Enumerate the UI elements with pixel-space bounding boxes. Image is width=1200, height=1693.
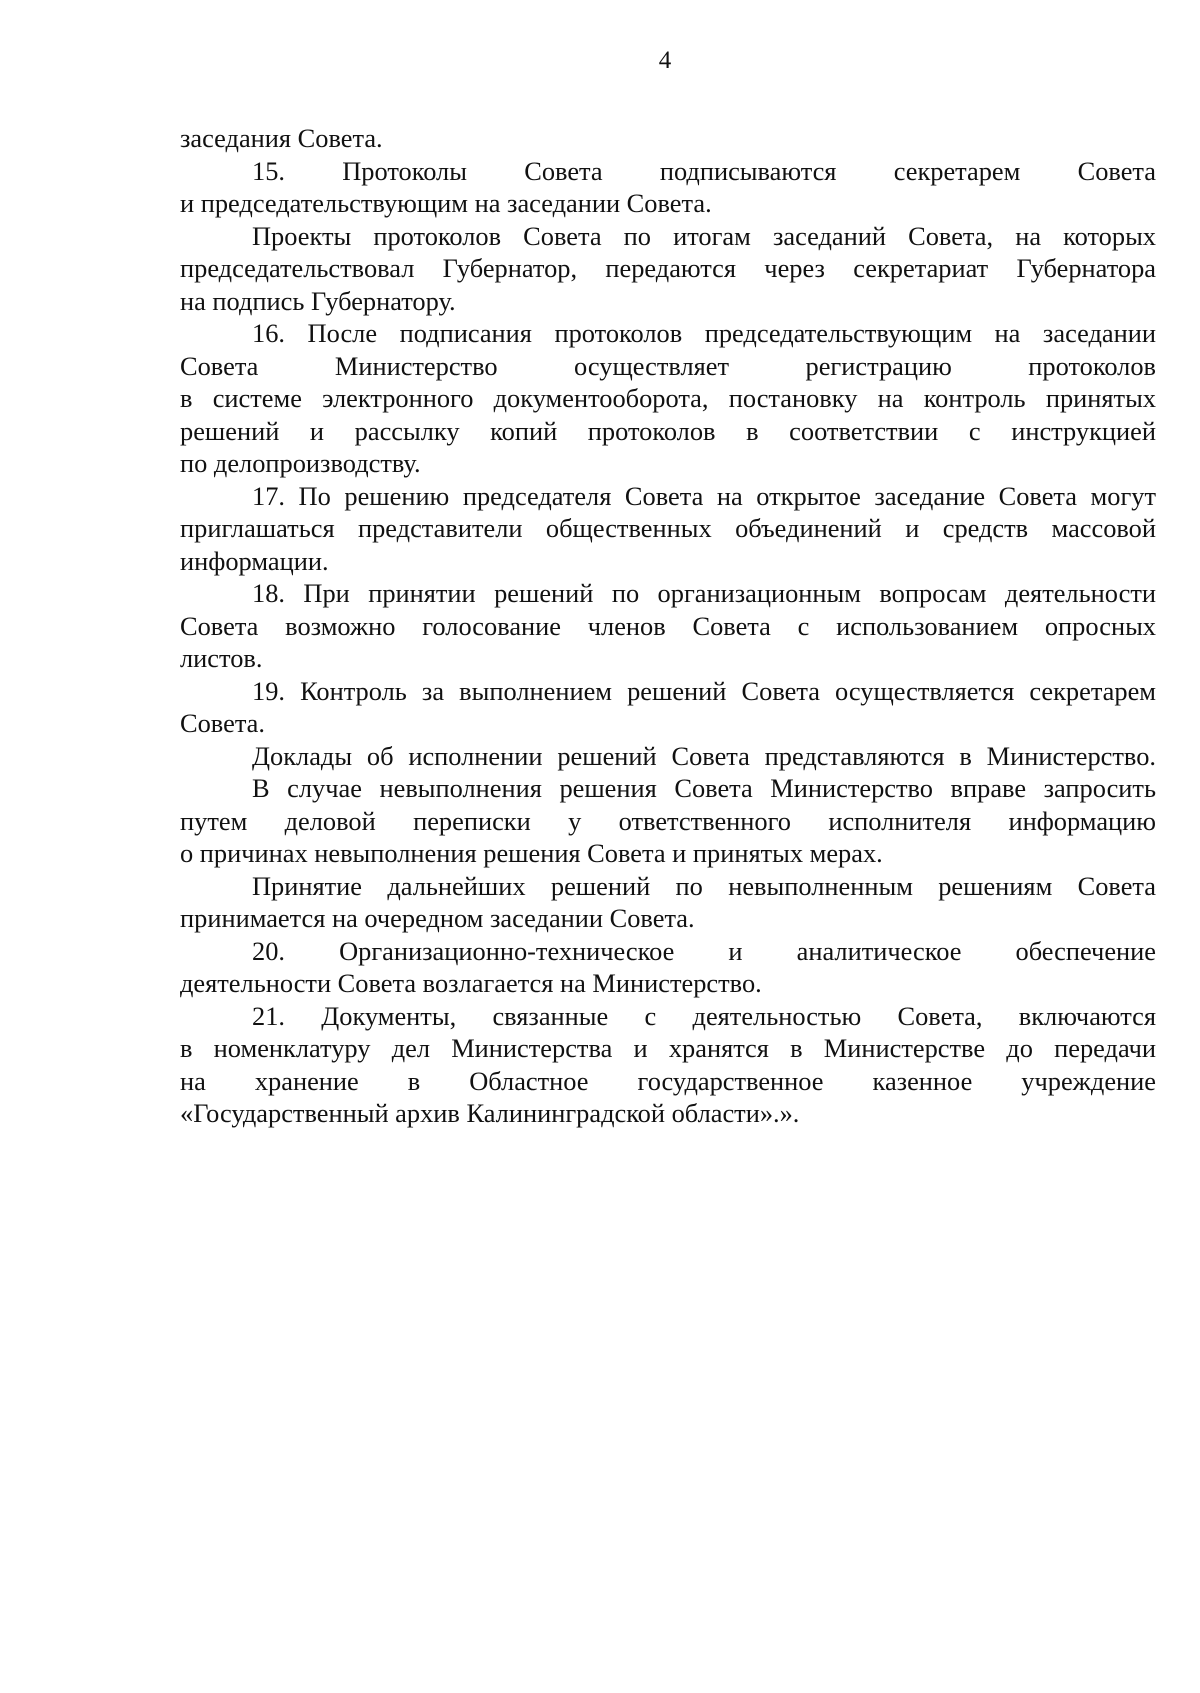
text-line: Совета возможно голосование членов Совета с использованием опросных bbox=[180, 610, 1156, 641]
text-line: 15. Протоколы Совета подписываются секретарем Совета bbox=[252, 155, 1156, 186]
text-line: информации. bbox=[180, 545, 329, 576]
text-line: путем деловой переписки у ответственного исполнителя информацию bbox=[180, 805, 1156, 836]
text-line: в системе электронного документооборота, постановку на контроль принятых bbox=[180, 383, 1156, 413]
text-line: «Государственный архив Калининградской области».». bbox=[180, 1098, 800, 1128]
text-line: в номенклатуру дел Министерства и хранятся в Министерстве до передачи bbox=[180, 1033, 1156, 1063]
text-line: приглашаться представители общественных объединений и средств массовой bbox=[180, 513, 1156, 543]
text-line: Совета Министерство осуществляет регистрацию протоколов bbox=[180, 350, 1156, 381]
text-line: принимается на очередном заседании Совета. bbox=[180, 903, 695, 933]
text-line: Доклады об исполнении решений Совета представляются в Министерство. bbox=[252, 740, 1156, 771]
text-line: деятельности Совета возлагается на Министерство. bbox=[180, 968, 762, 998]
text-line: и председательствующим на заседании Совета. bbox=[180, 188, 712, 218]
document-body bbox=[180, 122, 1156, 1130]
text-line: решений и рассылку копий протоколов в соответствии с инструкцией bbox=[180, 415, 1156, 446]
text-line: на хранение в Областное государственное казенное учреждение bbox=[180, 1065, 1156, 1096]
text-line: 18. При принятии решений по организационным вопросам деятельности bbox=[252, 578, 1156, 608]
text-line: Совета. bbox=[180, 708, 265, 738]
text-line: 21. Документы, связанные с деятельностью Совета, включаются bbox=[252, 1000, 1156, 1031]
text-line: 16. После подписания протоколов председательствующим на заседании bbox=[252, 318, 1156, 348]
text-line: 17. По решению председателя Совета на открытое заседание Совета могут bbox=[252, 480, 1156, 511]
text-line: Проекты протоколов Совета по итогам заседаний Совета, на которых bbox=[252, 220, 1156, 251]
text-line: 20. Организационно-техническое и аналитическое обеспечение bbox=[252, 935, 1156, 966]
text-line: председательствовал Губернатор, передаются через секретариат Губернатора bbox=[180, 253, 1156, 283]
text-line: 19. Контроль за выполнением решений Совета осуществляется секретарем bbox=[252, 675, 1156, 706]
text-line: листов. bbox=[180, 643, 263, 673]
text-line: Принятие дальнейших решений по невыполненным решениям Совета bbox=[252, 870, 1156, 901]
text-line: заседания Совета. bbox=[180, 123, 383, 153]
text-line: по делопроизводству. bbox=[180, 448, 421, 478]
page-number: 4 bbox=[658, 47, 672, 74]
text-line: В случае невыполнения решения Совета Министерство вправе запросить bbox=[252, 773, 1156, 803]
text-line: на подпись Губернатору. bbox=[180, 285, 456, 316]
text-line: о причинах невыполнения решения Совета и принятых мерах. bbox=[180, 838, 883, 868]
